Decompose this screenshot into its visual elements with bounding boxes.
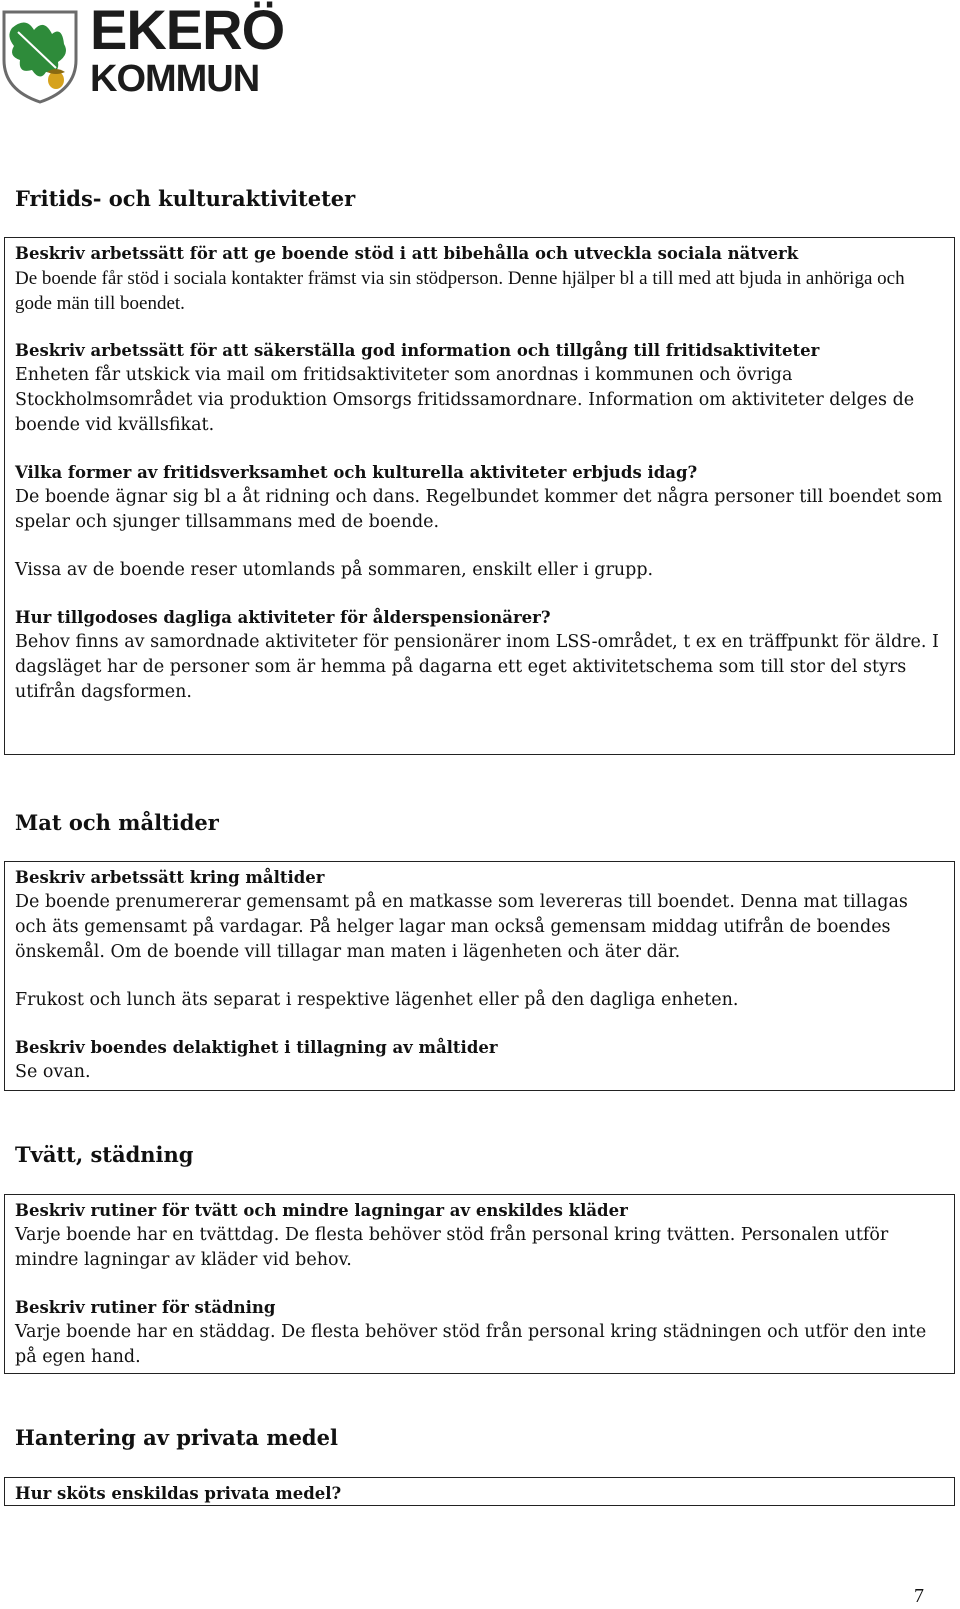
answer-leisure-forms-travel: Vissa av de boende reser utomlands på sommaren, enskilt eller i grupp. <box>15 560 654 580</box>
answer-laundry: Varje boende har en tvättdag. De flesta behöver stöd från personal kring tvätten. Personalen utför mindre lagningar av kläder vid behov. <box>15 1225 889 1270</box>
section-heading-mat: Mat och måltider <box>15 810 219 835</box>
answer-leisure-forms: De boende ägnar sig bl a åt ridning och dans. Regelbundet kommer det några personer till boendet som spelar och sjunger tillsammans med de boende. <box>15 487 943 532</box>
answer-meals-breakfast: Frukost och lunch äts separat i respektive lägenhet eller på den dagliga enheten. <box>15 990 739 1010</box>
question-meal-participation: Beskriv boendes delaktighet i tillagning av måltider <box>15 1038 498 1057</box>
question-cleaning: Beskriv rutiner för städning <box>15 1298 276 1317</box>
section-heading-privata-medel: Hantering av privata medel <box>15 1425 338 1450</box>
section-heading-fritids: Fritids- och kulturaktiviteter <box>15 186 356 211</box>
section-box-mat <box>4 861 955 1091</box>
oak-leaf-shield-icon <box>0 8 80 104</box>
answer-pensioner-activities: Behov finns av samordnade aktiviteter för pensionärer inom LSS-området, t ex en träffpunkt för äldre. I dagsläget har de personer som är hemma på dagarna ett eget aktivitetschema som till stor del styrs utifrån dagsformen. <box>15 632 939 702</box>
question-private-funds: Hur sköts enskildas privata medel? <box>15 1484 342 1503</box>
question-social-networks: Beskriv arbetssätt för att ge boende stöd i att bibehålla och utveckla sociala nätverk <box>15 244 799 263</box>
answer-cleaning: Varje boende har en städdag. De flesta behöver stöd från personal kring städningen och utför den inte på egen hand. <box>15 1322 927 1367</box>
question-laundry: Beskriv rutiner för tvätt och mindre lagningar av enskildes kläder <box>15 1201 628 1220</box>
question-leisure-information: Beskriv arbetssätt för att säkerställa god information och tillgång till fritidsaktiviteter <box>15 341 820 360</box>
municipality-logo <box>0 0 290 110</box>
question-meals: Beskriv arbetssätt kring måltider <box>15 868 325 887</box>
section-box-privata-medel <box>4 1477 955 1506</box>
question-leisure-forms: Vilka former av fritidsverksamhet och kulturella aktiviteter erbjuds idag? <box>15 463 698 482</box>
answer-leisure-information: Enheten får utskick via mail om fritidsaktiviteter som anordnas i kommunen och övriga Stockholmsområdet via produktion Omsorgs fritidssamordnare. Information om aktiviteter delges de boende vid kvällsfikat. <box>15 365 915 435</box>
page-number: 7 <box>914 1585 924 1607</box>
logo-wordmark-line1: EKERÖ <box>90 0 285 61</box>
section-box-fritids <box>4 237 955 755</box>
section-box-tvatt <box>4 1194 955 1374</box>
answer-social-networks: De boende får stöd i sociala kontakter främst via sin stödperson. Denne hjälper bl a till med att bjuda in anhöriga och gode män till boendet. <box>15 268 905 314</box>
answer-meal-participation: Se ovan. <box>15 1062 91 1082</box>
answer-meals: De boende prenumererar gemensamt på en matkasse som levereras till boendet. Denna mat tillagas och äts gemensamt på vardagar. På helger lagar man också gemensam middag utifrån de boendes önskemål. Om de boende vill tillagar man maten i lägenheten och äter där. <box>15 892 908 962</box>
question-pensioner-activities: Hur tillgodoses dagliga aktiviteter för ålderspensionärer? <box>15 608 551 627</box>
logo-wordmark-line2: KOMMUN <box>90 58 260 100</box>
section-heading-tvatt: Tvätt, städning <box>15 1142 194 1167</box>
